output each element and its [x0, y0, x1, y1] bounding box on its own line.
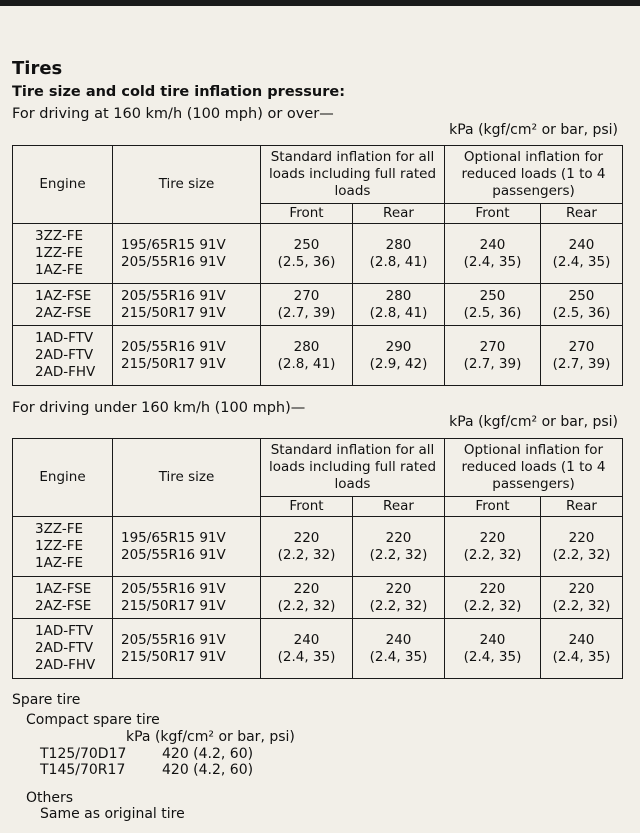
section-title: Tires	[12, 58, 63, 79]
table-under-unit: kPa (kgf/cm² or bar, psi)	[449, 414, 618, 430]
tire-size-cell: 205/55R16 91V 215/50R17 91V	[113, 619, 261, 679]
table-under	[12, 438, 623, 679]
subheading: Tire size and cold tire inflation pressure:	[12, 84, 346, 100]
tire-size-cell: 205/55R16 91V 215/50R17 91V	[113, 326, 261, 386]
spare-size: T125/70D17	[40, 746, 127, 762]
opt-rear-cell: 240 (2.4, 35)	[541, 224, 623, 284]
table-over-intro: For driving at 160 km/h (100 mph) or over—	[12, 106, 334, 122]
opt-front-cell: 270 (2.7, 39)	[445, 326, 541, 386]
table-over-unit: kPa (kgf/cm² or bar, psi)	[449, 122, 618, 138]
std-rear-cell: 220 (2.2, 32)	[353, 517, 445, 577]
opt-front-cell: 220 (2.2, 32)	[445, 577, 541, 619]
header-standard: Standard inflation for all loads including full rated loads	[261, 146, 445, 204]
header-std-rear: Rear	[353, 497, 445, 517]
header-engine: Engine	[13, 439, 113, 517]
tire-size-cell: 195/65R15 91V 205/55R16 91V	[113, 517, 261, 577]
table-under-intro: For driving under 160 km/h (100 mph)—	[12, 400, 306, 416]
std-front-cell: 270 (2.7, 39)	[261, 284, 353, 326]
table-over	[12, 145, 623, 386]
std-front-cell: 250 (2.5, 36)	[261, 224, 353, 284]
header-std-rear: Rear	[353, 204, 445, 224]
opt-rear-cell: 220 (2.2, 32)	[541, 577, 623, 619]
opt-front-cell: 240 (2.4, 35)	[445, 619, 541, 679]
compact-spare-label: Compact spare tire	[26, 712, 160, 728]
std-rear-cell: 280 (2.8, 41)	[353, 284, 445, 326]
std-front-cell: 280 (2.8, 41)	[261, 326, 353, 386]
table-over-body	[13, 224, 623, 386]
table-row	[13, 284, 623, 326]
table-under-body	[13, 517, 623, 679]
spare-size: T145/70R17	[40, 762, 126, 778]
top-rule	[0, 0, 640, 6]
opt-front-cell: 250 (2.5, 36)	[445, 284, 541, 326]
std-rear-cell: 280 (2.8, 41)	[353, 224, 445, 284]
header-opt-rear: Rear	[541, 204, 623, 224]
header-engine: Engine	[13, 146, 113, 224]
header-tire-size: Tire size	[113, 439, 261, 517]
table-row	[13, 577, 623, 619]
table-row	[13, 517, 623, 577]
spare-item	[12, 746, 295, 762]
std-front-cell: 220 (2.2, 32)	[261, 517, 353, 577]
spare-item	[12, 762, 295, 778]
std-rear-cell: 240 (2.4, 35)	[353, 619, 445, 679]
engine-cell: 1AZ-FSE 2AZ-FSE	[13, 577, 113, 619]
opt-front-cell: 220 (2.2, 32)	[445, 517, 541, 577]
header-optional: Optional inflation for reduced loads (1 to 4 passengers)	[445, 146, 623, 204]
spare-unit: kPa (kgf/cm² or bar, psi)	[126, 729, 295, 745]
header-opt-front: Front	[445, 497, 541, 517]
header-standard: Standard inflation for all loads including full rated loads	[261, 439, 445, 497]
others-label: Others	[26, 790, 74, 806]
std-front-cell: 220 (2.2, 32)	[261, 577, 353, 619]
header-optional: Optional inflation for reduced loads (1 to 4 passengers)	[445, 439, 623, 497]
engine-cell: 3ZZ-FE 1ZZ-FE 1AZ-FE	[13, 517, 113, 577]
engine-cell: 3ZZ-FE 1ZZ-FE 1AZ-FE	[13, 224, 113, 284]
table-row	[13, 326, 623, 386]
engine-cell: 1AD-FTV 2AD-FTV 2AD-FHV	[13, 619, 113, 679]
spare-value: 420 (4.2, 60)	[162, 762, 254, 778]
opt-rear-cell: 240 (2.4, 35)	[541, 619, 623, 679]
opt-rear-cell: 220 (2.2, 32)	[541, 517, 623, 577]
tire-size-cell: 195/65R15 91V 205/55R16 91V	[113, 224, 261, 284]
opt-rear-cell: 270 (2.7, 39)	[541, 326, 623, 386]
spare-value: 420 (4.2, 60)	[162, 746, 254, 762]
engine-cell: 1AZ-FSE 2AZ-FSE	[13, 284, 113, 326]
header-std-front: Front	[261, 497, 353, 517]
opt-rear-cell: 250 (2.5, 36)	[541, 284, 623, 326]
header-tire-size: Tire size	[113, 146, 261, 224]
engine-cell: 1AD-FTV 2AD-FTV 2AD-FHV	[13, 326, 113, 386]
opt-front-cell: 240 (2.4, 35)	[445, 224, 541, 284]
table-row	[13, 224, 623, 284]
tire-size-cell: 205/55R16 91V 215/50R17 91V	[113, 577, 261, 619]
header-opt-rear: Rear	[541, 497, 623, 517]
std-front-cell: 240 (2.4, 35)	[261, 619, 353, 679]
header-opt-front: Front	[445, 204, 541, 224]
spare-title: Spare tire	[12, 692, 81, 708]
header-std-front: Front	[261, 204, 353, 224]
std-rear-cell: 290 (2.9, 42)	[353, 326, 445, 386]
tire-size-cell: 205/55R16 91V 215/50R17 91V	[113, 284, 261, 326]
spare-tire-block	[12, 692, 295, 822]
others-value: Same as original tire	[40, 806, 185, 822]
std-rear-cell: 220 (2.2, 32)	[353, 577, 445, 619]
table-row	[13, 619, 623, 679]
